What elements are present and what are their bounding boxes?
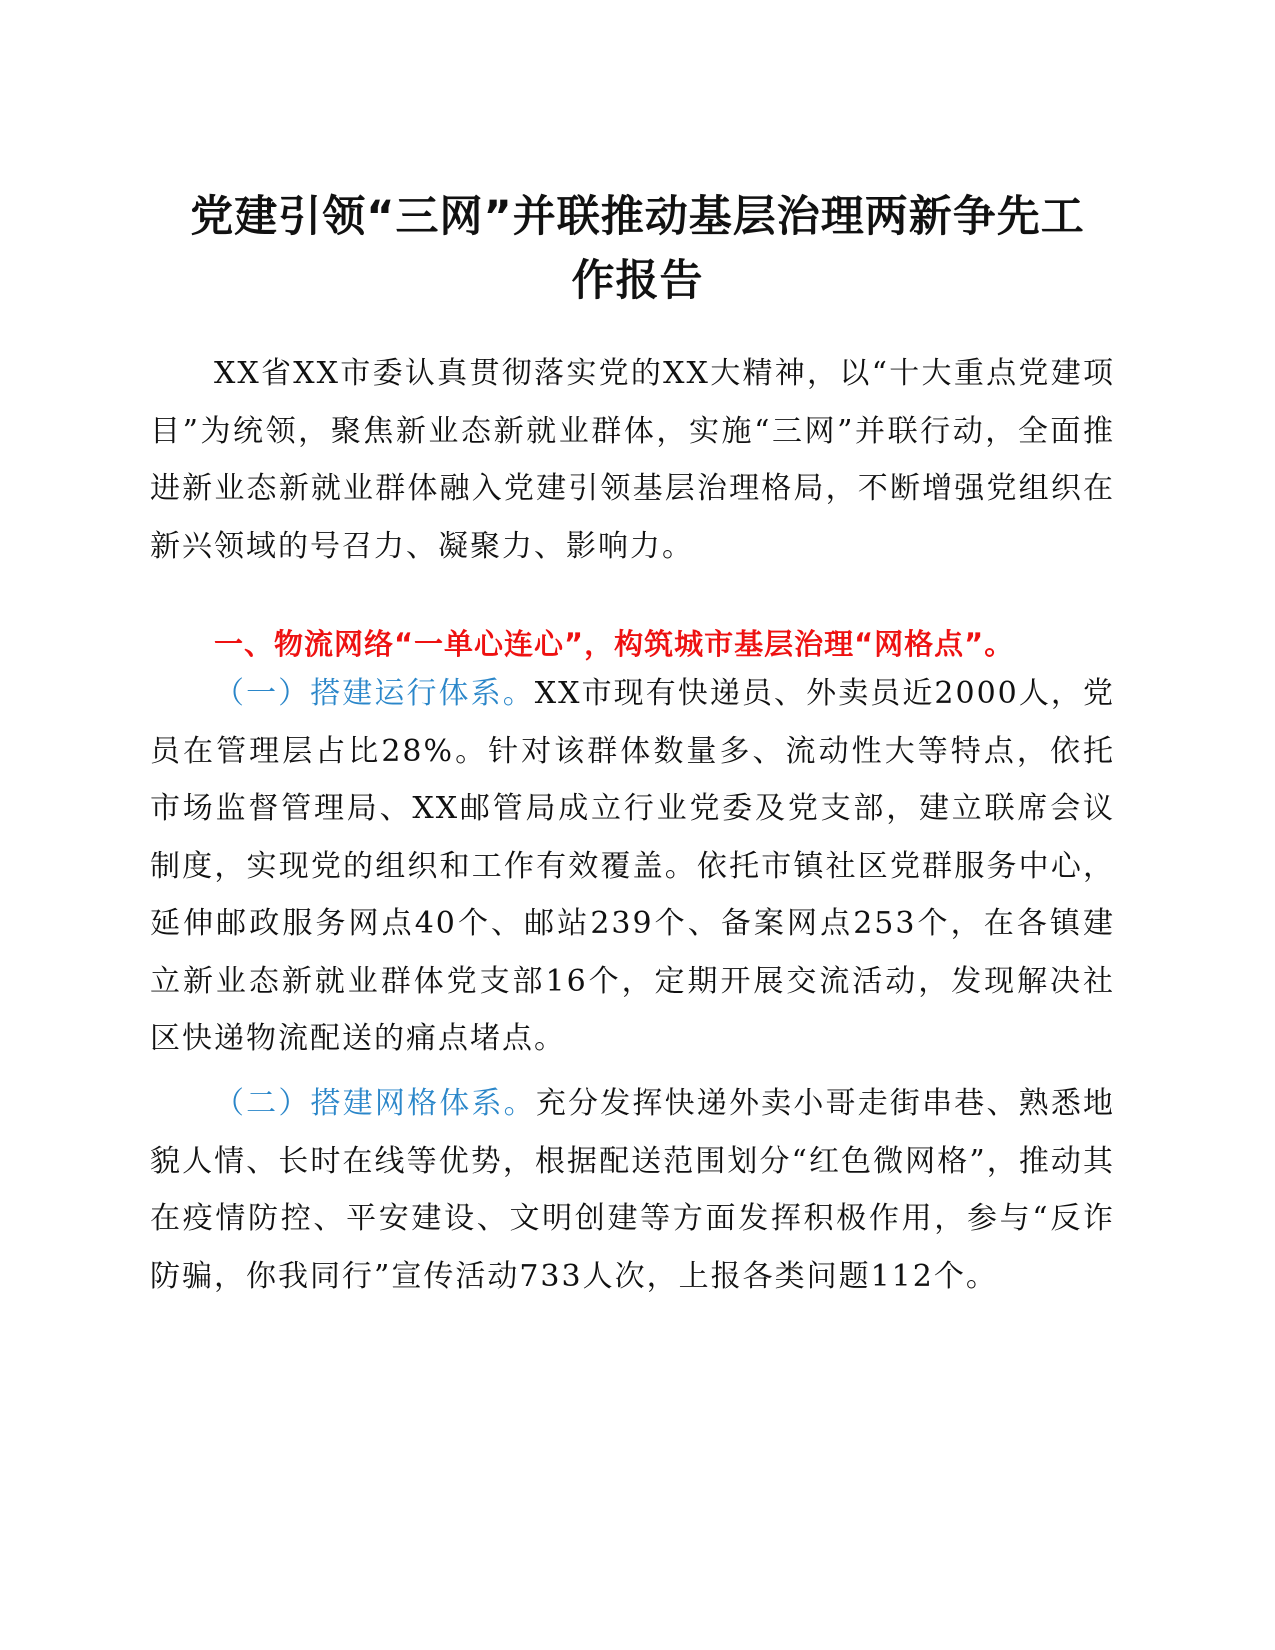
title-line-2: 作报告 [571, 256, 704, 306]
subsection-1-paragraph [150, 665, 1115, 1068]
intro-paragraph: XX省XX市委认真贯彻落实党的XX大精神，以“十大重点党建项目”为统领，聚焦新业态新就业群体，实施“三网”并联行动，全面推进新业态新就业群体融入党建引领基层治理格局，不断增强党组织在新兴领域的号召力、凝聚力、影响力。 [150, 356, 1115, 564]
subsection-2-label: （二）搭建网格体系。 [214, 1086, 536, 1121]
document-title [120, 185, 1155, 313]
section-1-heading: 一、物流网络“一单心连心”，构筑城市基层治理“网格点”。 [214, 627, 1015, 661]
subsection-2-paragraph [150, 1075, 1115, 1305]
subsection-1-label: （一）搭建运行体系。 [214, 676, 535, 711]
subsection-2-text: 充分发挥快递外卖小哥走街串巷、熟悉地貌人情、长时在线等优势，根据配送范围划分“红色微网格”，推动其在疫情防控、平安建设、文明创建等方面发挥积极作用，参与“反诈防骗，你我同行”宣传活动733人次，上报各类问题112个。 [150, 1086, 1116, 1294]
title-line-1: 党建引领“三网”并联推动基层治理两新争先工 [190, 192, 1085, 242]
subsection-1-text: XX市现有快递员、外卖员近2000人，党员在管理层占比28%。针对该群体数量多、流动性大等特点，依托市场监督管理局、XX邮管局成立行业党委及党支部，建立联席会议制度，实现党的组织和工作有效覆盖。依托市镇社区党群服务中心，延伸邮政服务网点40个、邮站239个、备案网点253个，在各镇建立新业态新就业群体党支部16个，定期开展交流活动，发现解决社区快递物流配送的痛点堵点。 [150, 676, 1116, 1056]
